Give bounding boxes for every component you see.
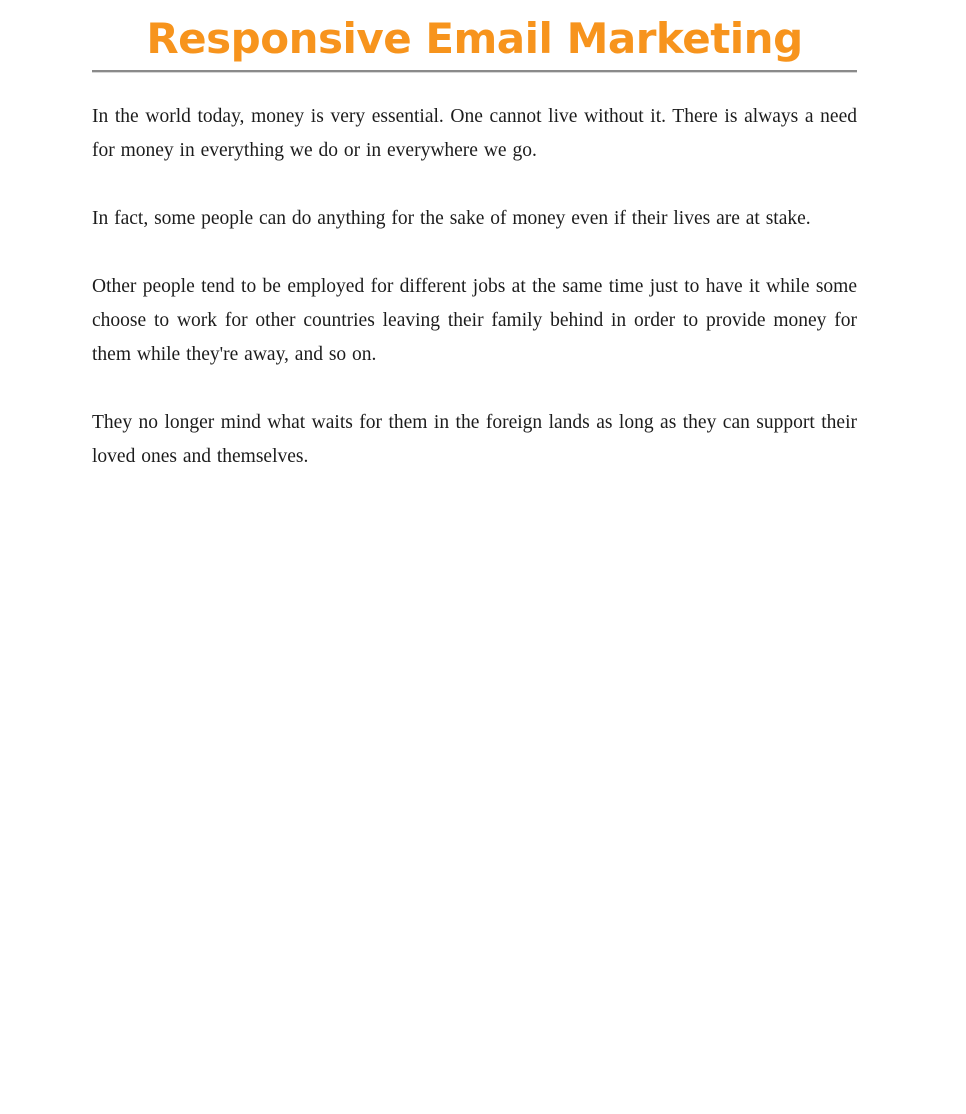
paragraph: They no longer mind what waits for them in the foreign lands as long as they can support their loved ones and themselves. <box>92 411 857 467</box>
title-divider <box>92 70 857 73</box>
paragraph: In fact, some people can do anything for the sake of money even if their lives are at stake. <box>92 207 811 229</box>
paragraph: Other people tend to be employed for different jobs at the same time just to have it while some choose to work for other countries leaving their family behind in order to provide money for them while they're away, and so on. <box>92 275 857 365</box>
paragraph: In the world today, money is very essential. One cannot live without it. There is always a need for money in everything we do or in everywhere we go. <box>92 105 857 161</box>
page-title: Responsive Email Marketing <box>146 14 803 63</box>
document-body <box>92 100 857 474</box>
